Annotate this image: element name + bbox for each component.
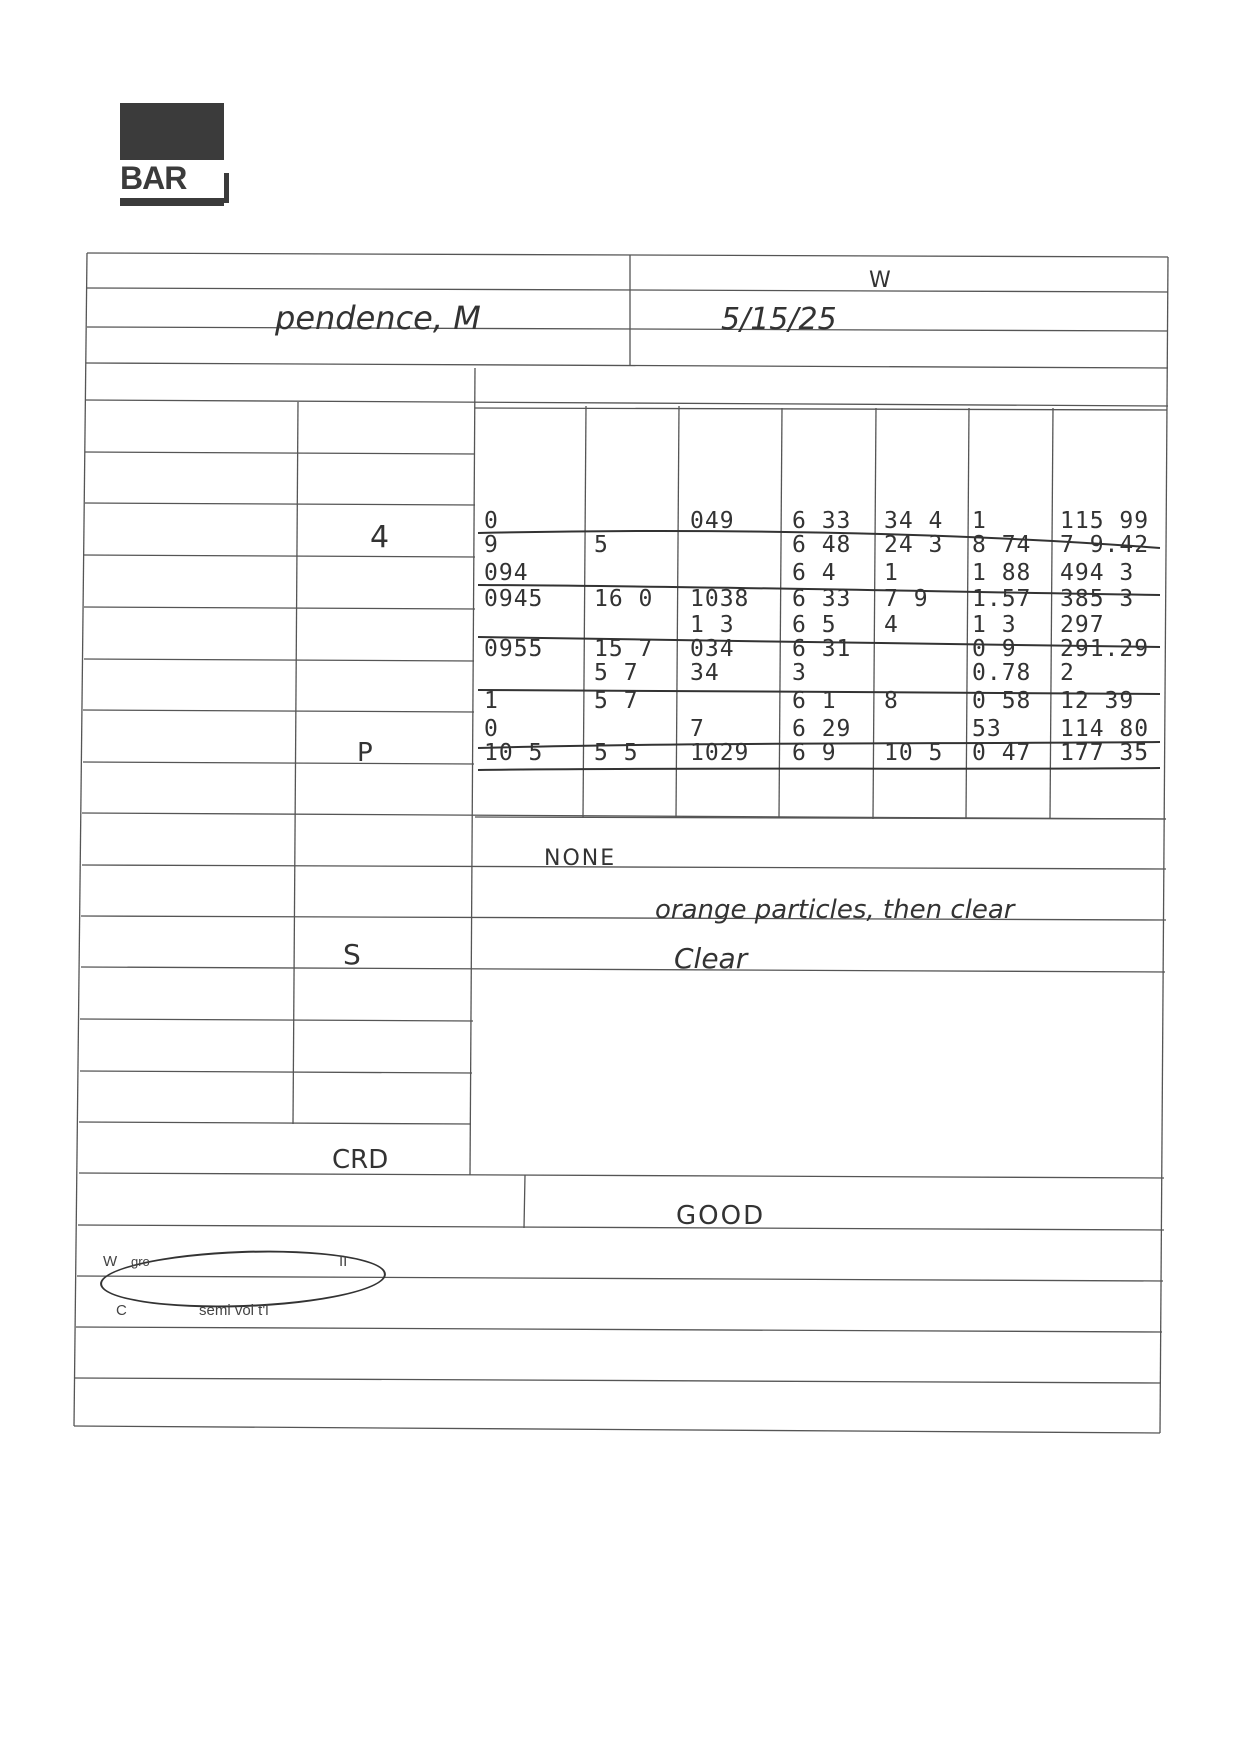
reading-cell: 0945 [484,586,544,612]
reading-cell: 1.57 [972,586,1032,612]
footer-label: CRD [332,1145,389,1175]
reading-cell: 6 4 [792,560,837,586]
reading-cell: 1 3 [690,612,735,638]
footer-ii: II [339,1253,348,1270]
reading-cell: 6 48 [792,532,852,558]
reading-cell: 6 5 [792,612,837,638]
reading-cell: 1029 [690,740,750,766]
reading-cell: 8 74 [972,532,1032,558]
reading-cell: 1038 [690,586,750,612]
reading-cell: 1 [972,508,987,534]
reading-cell: 0 58 [972,688,1032,714]
reading-cell: 6 9 [792,740,837,766]
footer-gro: gro [131,1254,150,1269]
name-field: pendence, M [275,299,481,337]
reading-cell: 177 35 [1060,740,1150,766]
reading-cell: 0 [484,716,499,742]
footer-c: C [116,1302,127,1319]
left-value-1: 4 [370,520,390,555]
footer-semi: semi vol t'l [199,1302,269,1319]
reading-cell: 6 33 [792,508,852,534]
reading-cell: 494 3 [1060,560,1135,586]
reading-cell: 10 5 [484,740,544,766]
footer-w: W [103,1253,118,1270]
reading-cell: 6 1 [792,688,837,714]
reading-cell: 115 99 [1060,508,1150,534]
reading-cell: 9 [484,532,499,558]
corner-letter: W [869,268,891,293]
reading-cell: 16 0 [594,586,654,612]
reading-cell: 034 [690,636,735,662]
reading-cell: 53 [972,716,1002,742]
logo-text: BAR [120,160,187,196]
reading-cell: 7 9.42 [1060,532,1150,558]
reading-cell: 385 3 [1060,586,1135,612]
date-field: 5/15/25 [721,302,837,337]
reading-cell: 1 [884,560,899,586]
left-value-2: P [357,738,373,768]
reading-cell: 0 9 [972,636,1017,662]
reading-cell: 049 [690,508,735,534]
reading-cell: 0955 [484,636,544,662]
reading-cell: 3 [792,660,807,686]
reading-cell: 6 33 [792,586,852,612]
reading-cell: 291.29 [1060,636,1150,662]
reading-cell: 8 [884,688,899,714]
reading-cell: 34 [690,660,720,686]
reading-cell: 5 7 [594,660,639,686]
reading-cell: 24 3 [884,532,944,558]
reading-cell: 0 [484,508,499,534]
reading-cell: 5 [594,532,609,558]
reading-cell: 5 5 [594,740,639,766]
reading-cell: 12 39 [1060,688,1135,714]
reading-cell: 6 29 [792,716,852,742]
reading-cell: 5 7 [594,688,639,714]
condition-value: GOOD [676,1201,766,1231]
reading-cell: 0 47 [972,740,1032,766]
reading-cell: 2 [1060,660,1075,686]
observation-3: Clear [674,942,748,975]
observation-1: NONE [544,846,617,871]
reading-cell: 1 88 [972,560,1032,586]
reading-cell: 0.78 [972,660,1032,686]
reading-cell: 094 [484,560,529,586]
reading-cell: 1 3 [972,612,1017,638]
reading-cell: 34 4 [884,508,944,534]
reading-cell: 10 5 [884,740,944,766]
reading-cell: 7 9 [884,586,929,612]
reading-cell: 4 [884,612,899,638]
reading-cell: 114 80 [1060,716,1150,742]
reading-cell: 15 7 [594,636,654,662]
reading-cell: 1 [484,688,499,714]
reading-cell: 6 31 [792,636,852,662]
reading-cell: 297 [1060,612,1105,638]
observation-2: orange particles, then clear [655,895,1015,925]
reading-cell: 7 [690,716,705,742]
left-value-3: S [343,938,361,971]
